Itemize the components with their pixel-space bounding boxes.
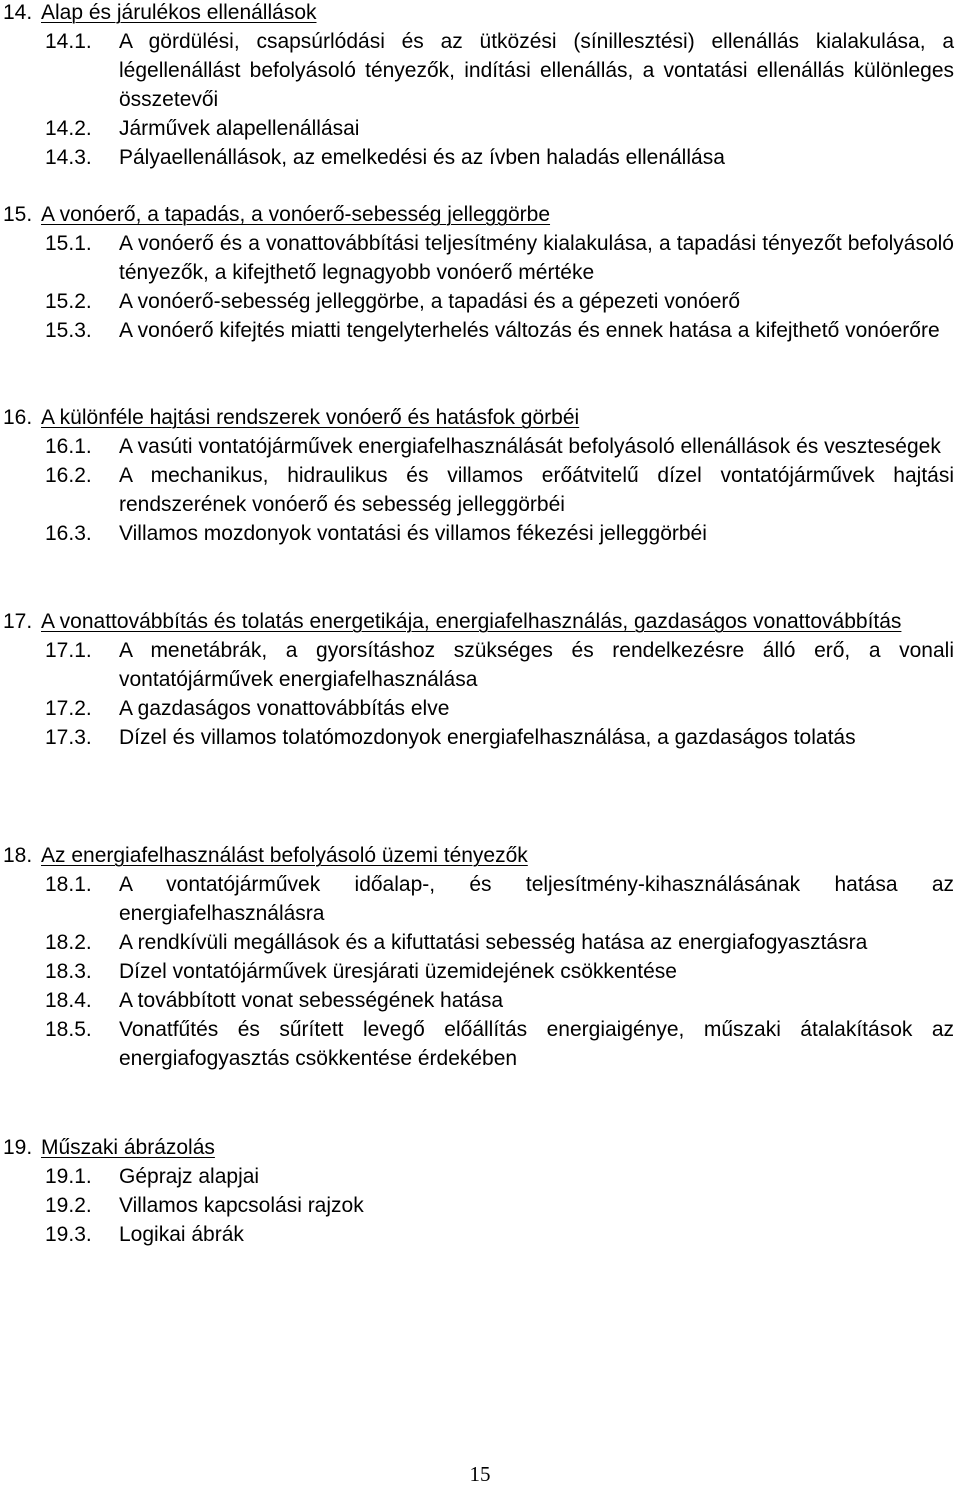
- section-number: 18.: [3, 844, 33, 867]
- list-item: [0, 1191, 960, 1220]
- item-text: A vonóerő kifejtés miatti tengelyterhelés változás és ennek hatása a kifejthető vonóerőre: [119, 319, 940, 342]
- list-item: [0, 27, 960, 114]
- list-item: [0, 957, 960, 986]
- list-item: [0, 986, 960, 1015]
- item-text: Villamos kapcsolási rajzok: [119, 1194, 364, 1217]
- item-number: 15.3.: [45, 319, 92, 342]
- section-17: [0, 607, 960, 752]
- section-18: [0, 841, 960, 1073]
- item-number: 19.2.: [45, 1194, 92, 1217]
- list-item: [0, 432, 960, 461]
- item-number: 16.1.: [45, 435, 92, 458]
- item-number: 14.1.: [45, 30, 92, 53]
- item-text: A továbbított vonat sebességének hatása: [119, 989, 504, 1012]
- list-item: [0, 229, 960, 287]
- item-number: 16.2.: [45, 464, 92, 487]
- section-16: [0, 403, 960, 548]
- section-heading: [0, 403, 960, 432]
- section-heading: [0, 200, 960, 229]
- list-item: [0, 928, 960, 957]
- item-text: Dízel és villamos tolatómozdonyok energiafelhasználása, a gazdaságos tolatás: [119, 726, 856, 749]
- item-text: Vonatfűtés és sűrített levegő előállítás energiaigénye, műszaki átalakítások az energiafogyasztás csökkentése érdekében: [119, 1018, 954, 1070]
- list-item: [0, 1220, 960, 1249]
- section-title: A különféle hajtási rendszerek vonóerő és hatásfok görbéi: [41, 406, 580, 429]
- section-19: [0, 1133, 960, 1249]
- list-item: [0, 1162, 960, 1191]
- list-item: [0, 461, 960, 519]
- section-number: 16.: [3, 406, 33, 429]
- item-text: A vontatójárművek időalap-, és teljesítmény-kihasználásának hatása az energiafelhasználásra: [119, 873, 954, 925]
- item-text: A rendkívüli megállások és a kifuttatási sebesség hatása az energiafogyasztásra: [119, 931, 868, 954]
- item-text: Pályaellenállások, az emelkedési és az ívben haladás ellenállása: [119, 146, 725, 169]
- section-heading: [0, 607, 960, 636]
- item-number: 19.1.: [45, 1165, 92, 1188]
- section-title: A vonóerő, a tapadás, a vonóerő-sebesség jelleggörbe: [41, 203, 551, 226]
- list-item: [0, 636, 960, 694]
- section-number: 14.: [3, 1, 33, 24]
- section-title: A vonattovábbítás és tolatás energetikája, energiafelhasználás, gazdaságos vonattovábbítás: [41, 610, 902, 633]
- section-title: Műszaki ábrázolás: [41, 1136, 215, 1159]
- item-number: 18.3.: [45, 960, 92, 983]
- item-text: A vonóerő-sebesség jelleggörbe, a tapadási és a gépezeti vonóerő: [119, 290, 741, 313]
- item-text: Logikai ábrák: [119, 1223, 244, 1246]
- list-item: [0, 1015, 960, 1073]
- section-number: 17.: [3, 610, 33, 633]
- list-item: [0, 694, 960, 723]
- list-item: [0, 114, 960, 143]
- section-heading: [0, 0, 960, 27]
- section-title: Alap és járulékos ellenállások: [41, 1, 317, 24]
- item-text: A menetábrák, a gyorsításhoz szükséges és rendelkezésre álló erő, a vonali vontatójárművek energiafelhasználása: [119, 639, 954, 691]
- list-item: [0, 519, 960, 548]
- item-text: A vonóerő és a vonattovábbítási teljesítmény kialakulása, a tapadási tényezőt befolyásoló tényezők, a kifejthető legnagyobb vonóerő mértéke: [119, 232, 954, 284]
- item-text: Dízel vontatójárművek üresjárati üzemidejének csökkentése: [119, 960, 677, 983]
- section-heading: [0, 1133, 960, 1162]
- item-text: A vasúti vontatójárművek energiafelhasználását befolyásoló ellenállások és veszteségek: [119, 435, 941, 458]
- item-number: 17.2.: [45, 697, 92, 720]
- section-15: [0, 200, 960, 345]
- item-number: 17.3.: [45, 726, 92, 749]
- item-number: 18.2.: [45, 931, 92, 954]
- item-text: Járművek alapellenállásai: [119, 117, 360, 140]
- item-number: 14.3.: [45, 146, 92, 169]
- list-item: [0, 143, 960, 172]
- item-text: A gördülési, csapsúrlódási és az ütközési (sínillesztési) ellenállás kialakulása, a légellenállást befolyásoló tényezők, indítási ellenállás, a vontatási ellenállás különleges összetevői: [119, 30, 954, 111]
- section-heading: [0, 841, 960, 870]
- section-title: Az energiafelhasználást befolyásoló üzemi tényezők: [41, 844, 528, 867]
- section-14: [0, 0, 960, 172]
- item-text: A gazdaságos vonattovábbítás elve: [119, 697, 450, 720]
- section-number: 19.: [3, 1136, 33, 1159]
- item-number: 18.4.: [45, 989, 92, 1012]
- page-number: 15: [469, 1462, 491, 1486]
- item-number: 15.1.: [45, 232, 92, 255]
- item-number: 19.3.: [45, 1223, 92, 1246]
- item-number: 18.1.: [45, 873, 92, 896]
- list-item: [0, 723, 960, 752]
- item-number: 14.2.: [45, 117, 92, 140]
- list-item: [0, 287, 960, 316]
- item-number: 15.2.: [45, 290, 92, 313]
- item-text: Villamos mozdonyok vontatási és villamos fékezési jelleggörbéi: [119, 522, 707, 545]
- list-item: [0, 316, 960, 345]
- section-number: 15.: [3, 203, 33, 226]
- item-text: A mechanikus, hidraulikus és villamos erőátvitelű dízel vontatójárművek hajtási rendszerének vonóerő és sebesség jelleggörbéi: [119, 464, 954, 516]
- list-item: [0, 870, 960, 928]
- item-text: Géprajz alapjai: [119, 1165, 260, 1188]
- item-number: 16.3.: [45, 522, 92, 545]
- item-number: 17.1.: [45, 639, 92, 662]
- item-number: 18.5.: [45, 1018, 92, 1041]
